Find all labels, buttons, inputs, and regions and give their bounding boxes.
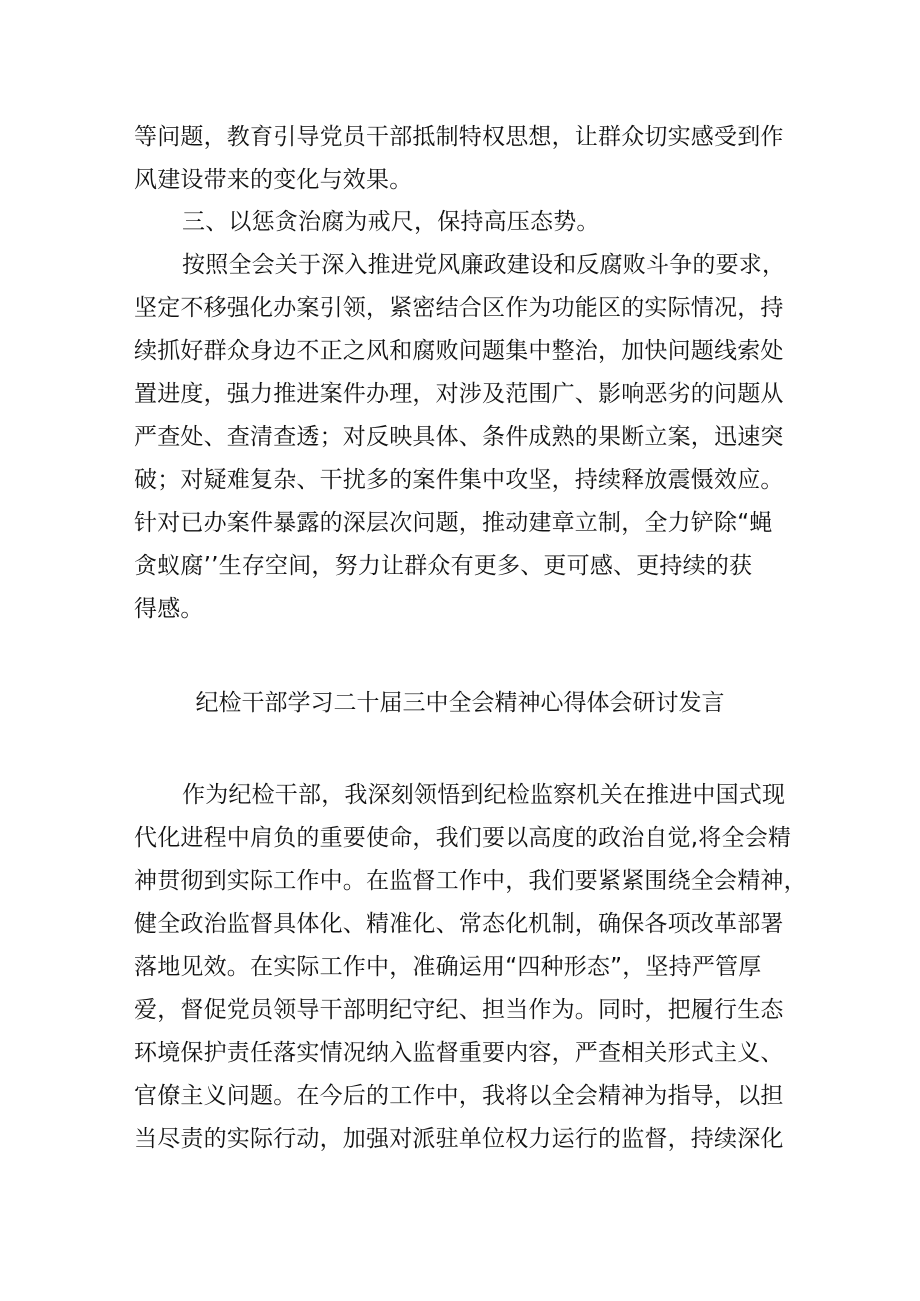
paragraph-line: 风建设带来的变化与效果。 <box>134 167 413 193</box>
paragraph-line: 贪蚁腐’’生存空间，努力让群众有更多、更可感、更持续的获 <box>134 553 753 579</box>
paragraph-line: 官僚主义问题。在今后的工作中，我将以全会精神为指导，以担 <box>134 1083 784 1109</box>
paragraph-line: 置进度，强力推进案件办理，对涉及范围广、影响恶劣的问题从 <box>134 381 784 407</box>
paragraph-line: 神贯彻到实际工作中。在监督工作中，我们要紧紧围绕全会精神， <box>134 868 807 894</box>
paragraph-line: 得感。 <box>134 596 204 622</box>
paragraph-line: 按照全会关于深入推进党风廉政建设和反腐败斗争的要求， <box>182 252 786 278</box>
paragraph-line: 严查处、查清查透；对反映具体、条件成熟的果断立案，迅速突 <box>134 424 784 450</box>
paragraph-line: 坚定不移强化办案引领，紧密结合区作为功能区的实际情况，持 <box>134 295 784 321</box>
paragraph-line: 爱，督促党员领导干部明纪守纪、担当作为。同时，把履行生态 <box>134 997 784 1023</box>
paragraph-line: 健全政治监督具体化、精准化、常态化机制，确保各项改革部署 <box>134 911 784 937</box>
paragraph-line: 续抓好群众身边不正之风和腐败问题集中整治，加快问题线索处 <box>134 338 784 364</box>
paragraph-line: 环境保护责任落实情况纳入监督重要内容，严查相关形式主义、 <box>134 1040 784 1066</box>
article-title: 纪检干部学习二十届三中全会精神心得体会研讨发言 <box>195 690 725 716</box>
paragraph-line: 破；对疑难复杂、干扰多的案件集中攻坚，持续释放震慑效应。 <box>134 467 784 493</box>
paragraph-line: 当尽责的实际行动，加强对派驻单位权力运行的监督，持续深化 <box>134 1126 784 1152</box>
paragraph-line: 针对已办案件暴露的深层次问题，推动建章立制，全力铲除“蝇 <box>134 510 773 536</box>
paragraph-line: 落地见效。在实际工作中，准确运用“四种形态”，坚持严管厚 <box>134 954 762 980</box>
section-heading: 三、以惩贪治腐为戒尺，保持高压态势。 <box>182 209 600 235</box>
paragraph-line: 等问题，教育引导党员干部抵制特权思想，让群众切实感受到作 <box>134 124 784 150</box>
paragraph-line: 代化进程中肩负的重要使命，我们要以高度的政治自觉,将全会精 <box>134 825 792 851</box>
paragraph-line: 作为纪检干部，我深刻领悟到纪检监察机关在推进中国式现 <box>182 782 786 808</box>
